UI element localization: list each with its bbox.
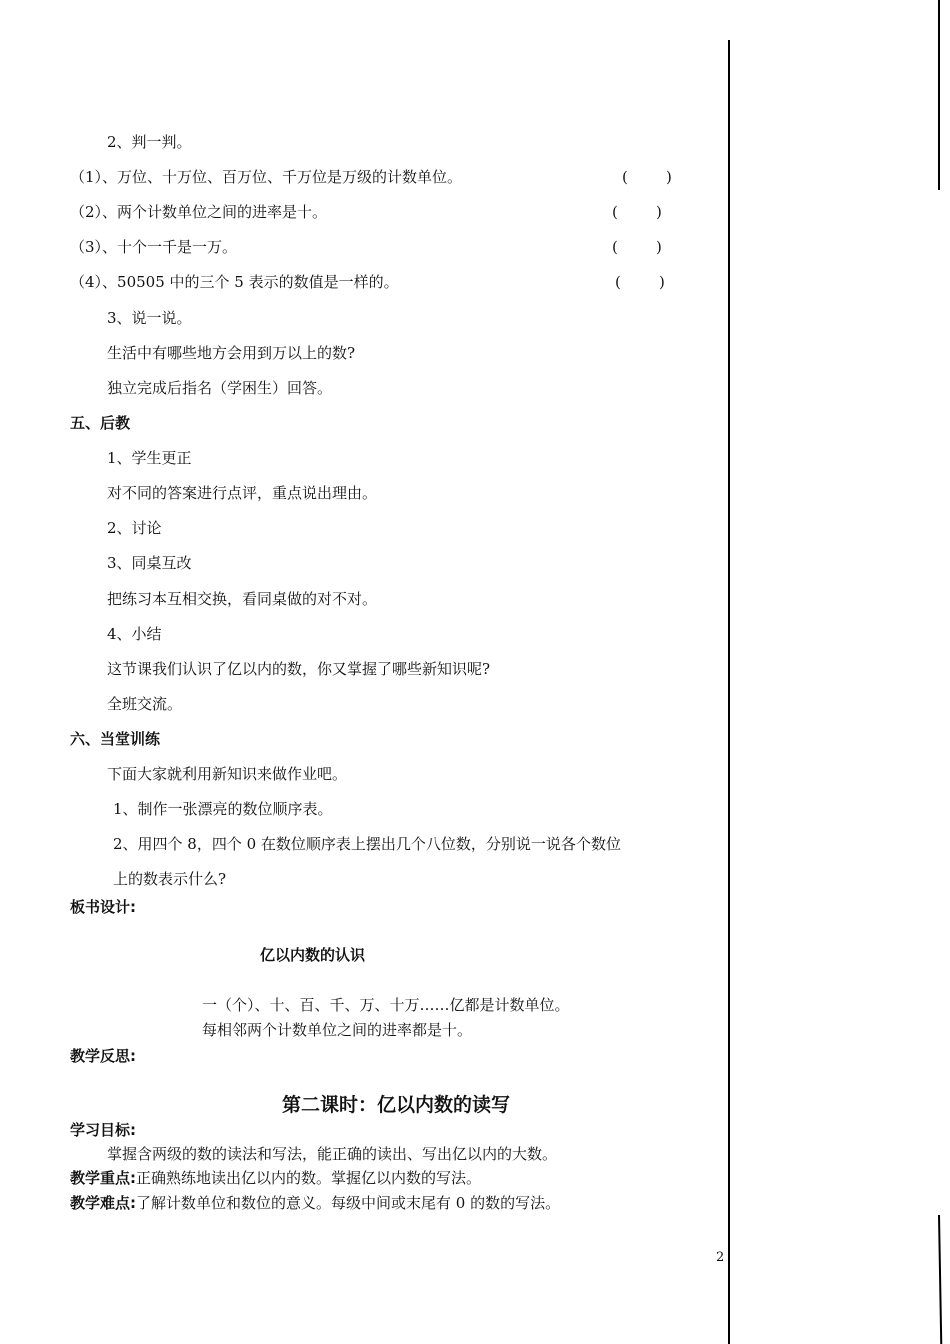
say-heading: 3、说一说。 — [107, 309, 192, 327]
section6-line-2: 1、制作一张漂亮的数位顺序表。 — [113, 800, 333, 818]
margin-rule-edge — [938, 0, 940, 190]
section5-line-7: 这节课我们认识了亿以内的数，你又掌握了哪些新知识呢? — [107, 660, 491, 678]
lesson2-difficulty-row — [70, 1193, 560, 1213]
judge-item-2: （2）、两个计数单位之间的进率是十。 — [70, 203, 328, 221]
judge-answer-2[interactable]: ( ) — [612, 203, 662, 221]
section5-line-1: 1、学生更正 — [107, 449, 192, 467]
lesson2-key-row — [70, 1168, 481, 1188]
lesson2-difficulty-text: 了解计数单位和数位的意义。每级中间或末尾有 0 的数的写法。 — [136, 1194, 561, 1212]
lesson2-key-text: 正确熟练地读出亿以内的数。掌握亿以内数的写法。 — [136, 1169, 482, 1187]
judge-answer-4[interactable]: ( ) — [615, 273, 665, 291]
lesson2-goal-label: 学习目标: — [70, 1121, 136, 1139]
board-line-1: 一（个）、十、百、千、万、十万……亿都是计数单位。 — [202, 996, 570, 1014]
section5-line-6: 4、小结 — [107, 625, 162, 643]
section6-line-3: 2、用四个 8，四个 0 在数位顺序表上摆出几个八位数，分别说一说各个数位 — [113, 835, 621, 853]
judge-item-4: （4）、50505 中的三个 5 表示的数值是一样的。 — [70, 273, 399, 291]
say-line-2: 独立完成后指名（学困生）回答。 — [107, 379, 333, 397]
page-number: 2 — [716, 1250, 725, 1265]
section6-title: 六、当堂训练 — [70, 730, 161, 748]
section5-line-8: 全班交流。 — [107, 695, 183, 713]
reflection-label: 教学反思: — [70, 1047, 136, 1065]
section5-line-5: 把练习本互相交换，看同桌做的对不对。 — [107, 590, 378, 608]
margin-rule-edge-lower — [938, 1215, 942, 1344]
margin-rule — [728, 40, 730, 1344]
section5-line-2: 对不同的答案进行点评，重点说出理由。 — [107, 484, 378, 502]
section5-line-3: 2、讨论 — [107, 519, 162, 537]
board-label: 板书设计: — [70, 898, 136, 916]
lesson2-title: 第二课时：亿以内数的读写 — [282, 1094, 511, 1116]
section5-line-4: 3、同桌互改 — [107, 554, 192, 572]
section5-title: 五、后教 — [70, 414, 131, 432]
judge-item-3: （3）、十个一千是一万。 — [70, 238, 238, 256]
lesson2-difficulty-label: 教学难点: — [70, 1194, 136, 1212]
board-line-2: 每相邻两个计数单位之间的进率都是十。 — [202, 1021, 473, 1039]
judge-heading: 2、判一判。 — [107, 133, 192, 151]
lesson2-key-label: 教学重点: — [70, 1169, 136, 1187]
section6-line-1: 下面大家就利用新知识来做作业吧。 — [107, 765, 348, 783]
say-line-1: 生活中有哪些地方会用到万以上的数? — [107, 344, 356, 362]
judge-answer-1[interactable]: ( ) — [622, 168, 672, 186]
judge-item-1: （1）、万位、十万位、百万位、千万位是万级的计数单位。 — [70, 168, 463, 186]
board-title: 亿以内数的认识 — [260, 946, 366, 964]
section6-line-4: 上的数表示什么? — [113, 870, 227, 888]
lesson2-goal-text: 掌握含两级的数的读法和写法，能正确的读出、写出亿以内的大数。 — [107, 1145, 558, 1163]
judge-answer-3[interactable]: ( ) — [612, 238, 662, 256]
